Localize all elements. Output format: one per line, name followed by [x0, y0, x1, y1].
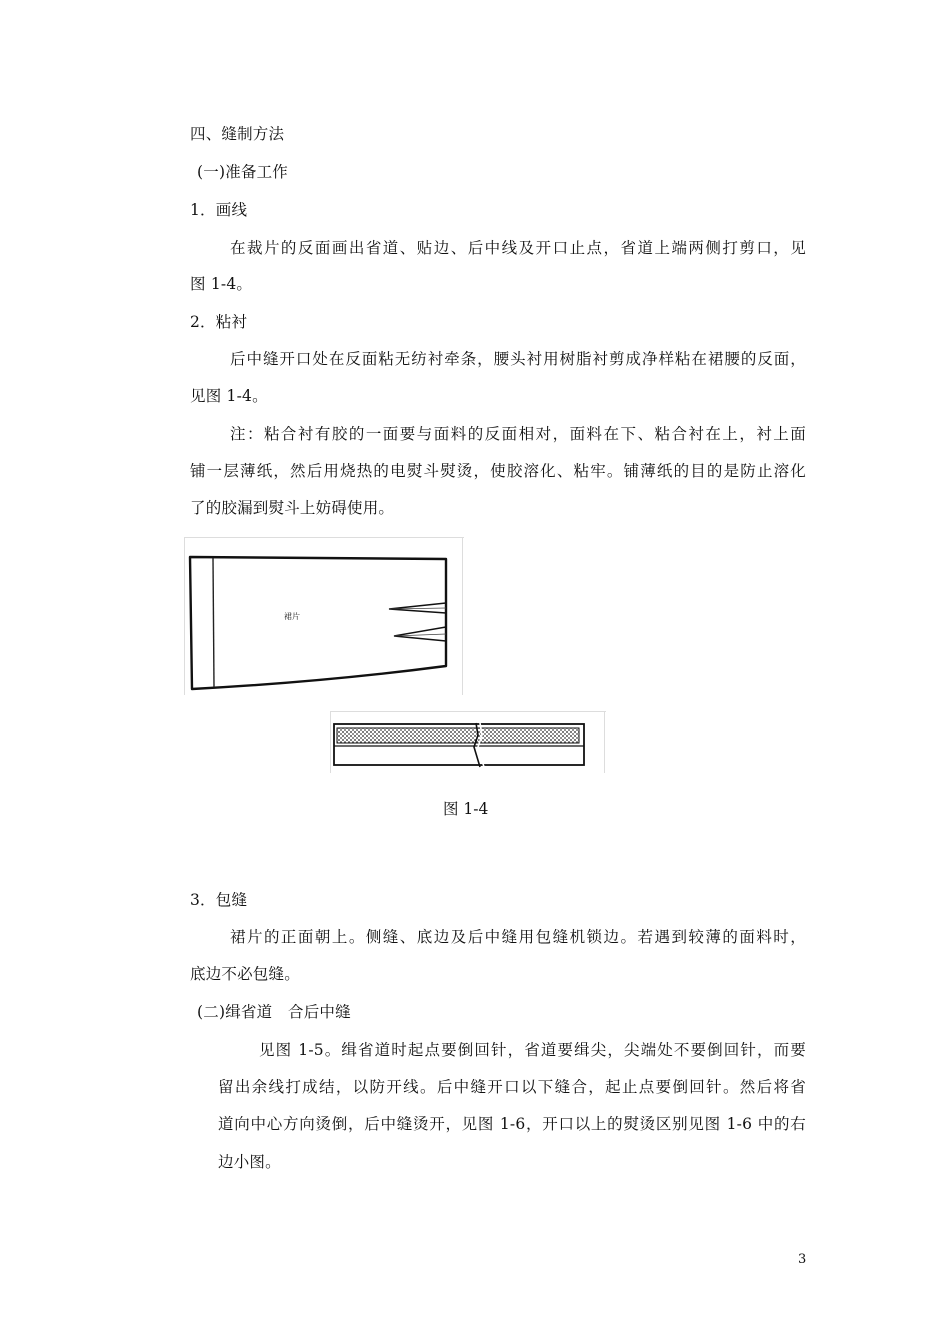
paragraph-line: 底边不必包缝。: [190, 965, 300, 983]
paragraph-line: 留出余线打成结，以防开线。后中缝开口以下缝合，起止点要倒回针。然后将省: [218, 1078, 806, 1096]
paragraph-line: 道向中心方向烫倒，后中缝烫开，见图 1-6，开口以上的熨烫区别见图 1-6 中的右: [218, 1115, 806, 1133]
paragraph-line: 图 1-4。: [190, 275, 253, 293]
paragraph-line: 见图 1-4。: [190, 387, 268, 405]
skirt-panel-label: 裙片: [284, 612, 300, 621]
item-title-drawing: 1．画线: [190, 201, 248, 219]
figure-caption: 图 1-4: [443, 800, 489, 818]
item-title-overlock: 3．包缝: [190, 891, 248, 909]
waistband-figure: [330, 711, 606, 773]
note-line: 注：粘合衬有胶的一面要与面料的反面相对，面料在下、粘合衬在上，衬上面: [230, 425, 806, 443]
paragraph-line: 见图 1-5。缉省道时起点要倒回针，省道要缉尖，尖端处不要倒回针，而要: [259, 1041, 806, 1059]
paragraph-line: 裙片的正面朝上。侧缝、底边及后中缝用包缝机锁边。若遇到较薄的面料时，: [230, 928, 806, 946]
note-line: 了的胶漏到熨斗上妨碍使用。: [190, 499, 395, 517]
note-line: 铺一层薄纸，然后用烧热的电熨斗熨烫，使胶溶化、粘牢。铺薄纸的目的是防止溶化: [190, 462, 806, 480]
section-title: 四、缝制方法: [190, 125, 285, 143]
subsection-title-darts: (二)缉省道 合后中缝: [197, 1003, 351, 1021]
paragraph-line: 后中缝开口处在反面粘无纺衬牵条，腰头衬用树脂衬剪成净样粘在裙腰的反面，: [230, 350, 806, 368]
page-number: 3: [798, 1252, 807, 1267]
paragraph-line: 在裁片的反面画出省道、贴边、后中线及开口止点，省道上端两侧打剪口，见: [230, 239, 806, 257]
paragraph-line: 边小图。: [218, 1153, 281, 1171]
subsection-title-preparation: (一)准备工作: [197, 163, 288, 181]
item-title-interlining: 2．粘衬: [190, 313, 248, 331]
skirt-panel-figure: [184, 537, 464, 695]
